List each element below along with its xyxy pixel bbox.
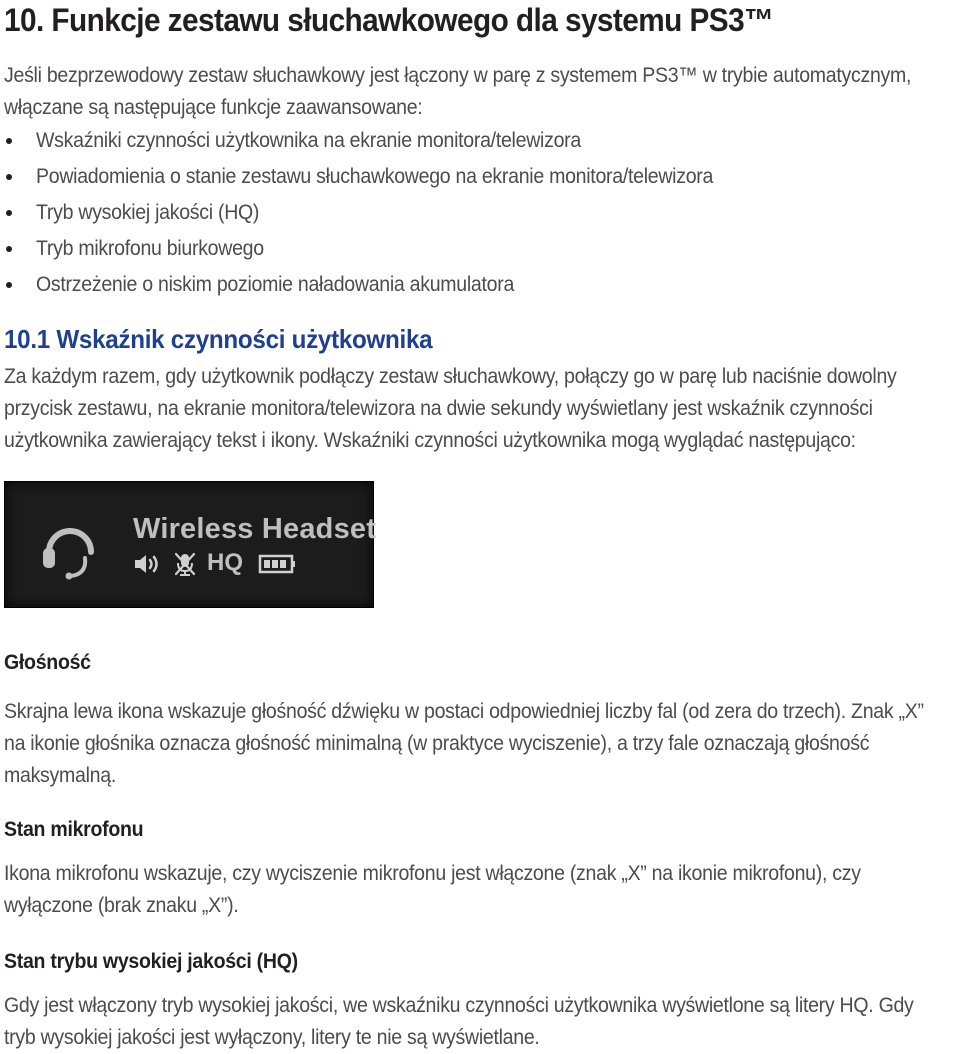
battery-icon xyxy=(257,551,297,577)
bullet-icon xyxy=(6,210,12,216)
user-activity-indicator xyxy=(4,481,377,608)
volume-paragraph: Skrajna lewa ikona wskazuje głośność dźwięku w postaci odpowiedniej liczby fal (od zera do trzech). Znak „X” na ikonie głośnika oznacza głośność minimalną (w praktyce wyciszenie), a trzy fale oznaczają głośność maksymalną. xyxy=(4,700,924,787)
bullet-icon xyxy=(6,174,12,180)
feature-text: Tryb mikrofonu biurkowego xyxy=(36,237,264,260)
feature-text: Tryb wysokiej jakości (HQ) xyxy=(36,201,260,224)
feature-text: Ostrzeżenie o niskim poziomie naładowania akumulatora xyxy=(36,273,515,296)
bullet-icon xyxy=(6,246,12,252)
section-title: 10.1 Wskaźnik czynności użytkownika xyxy=(4,324,433,354)
mic-heading: Stan mikrofonu xyxy=(4,818,144,841)
section-paragraph: Za każdym razem, gdy użytkownik podłączy zestaw słuchawkowy, połączy go w parę lub naciśnie dowolny przycisk zestawu, na ekranie monitora/telewizora na dwie sekundy wyświetlany jest wskaźnik czynności użytkownika zawierający tekst i ikony. Wskaźniki czynności użytkownika mogą wyglądać następująco: xyxy=(4,365,897,452)
volume-heading: Głośność xyxy=(4,651,91,674)
hq-label: HQ xyxy=(207,549,243,576)
feature-text: Powiadomienia o stanie zestawu słuchawkowego na ekranie monitora/telewizora xyxy=(36,165,714,188)
hq-paragraph: Gdy jest włączony tryb wysokiej jakości, we wskaźniku czynności użytkownika wyświetlone są litery HQ. Gdy tryb wysokiej jakości jest wyłączony, litery te nie są wyświetlane. xyxy=(4,994,914,1049)
speaker-volume-icon xyxy=(133,551,163,577)
muted-mic-icon xyxy=(173,551,197,577)
page-title: 10. Funkcje zestawu słuchawkowego dla systemu PS3™ xyxy=(4,2,774,38)
hq-heading: Stan trybu wysokiej jakości (HQ) xyxy=(4,950,298,973)
mic-paragraph: Ikona mikrofonu wskazuje, czy wyciszenie mikrofonu jest włączone (znak „X” na ikonie mikrofonu), czy wyłączone (brak znaku „X”). xyxy=(4,862,861,917)
headset-icon xyxy=(35,512,105,582)
bullet-icon xyxy=(6,282,12,288)
intro-paragraph: Jeśli bezprzewodowy zestaw słuchawkowy jest łączony w parę z systemem PS3™ w trybie automatycznym, włączane są następujące funkcje zaawansowane: xyxy=(4,64,912,119)
bullet-icon xyxy=(6,138,12,144)
feature-text: Wskaźniki czynności użytkownika na ekranie monitora/telewizora xyxy=(36,129,581,152)
indicator-title: Wireless Headset xyxy=(133,513,377,545)
